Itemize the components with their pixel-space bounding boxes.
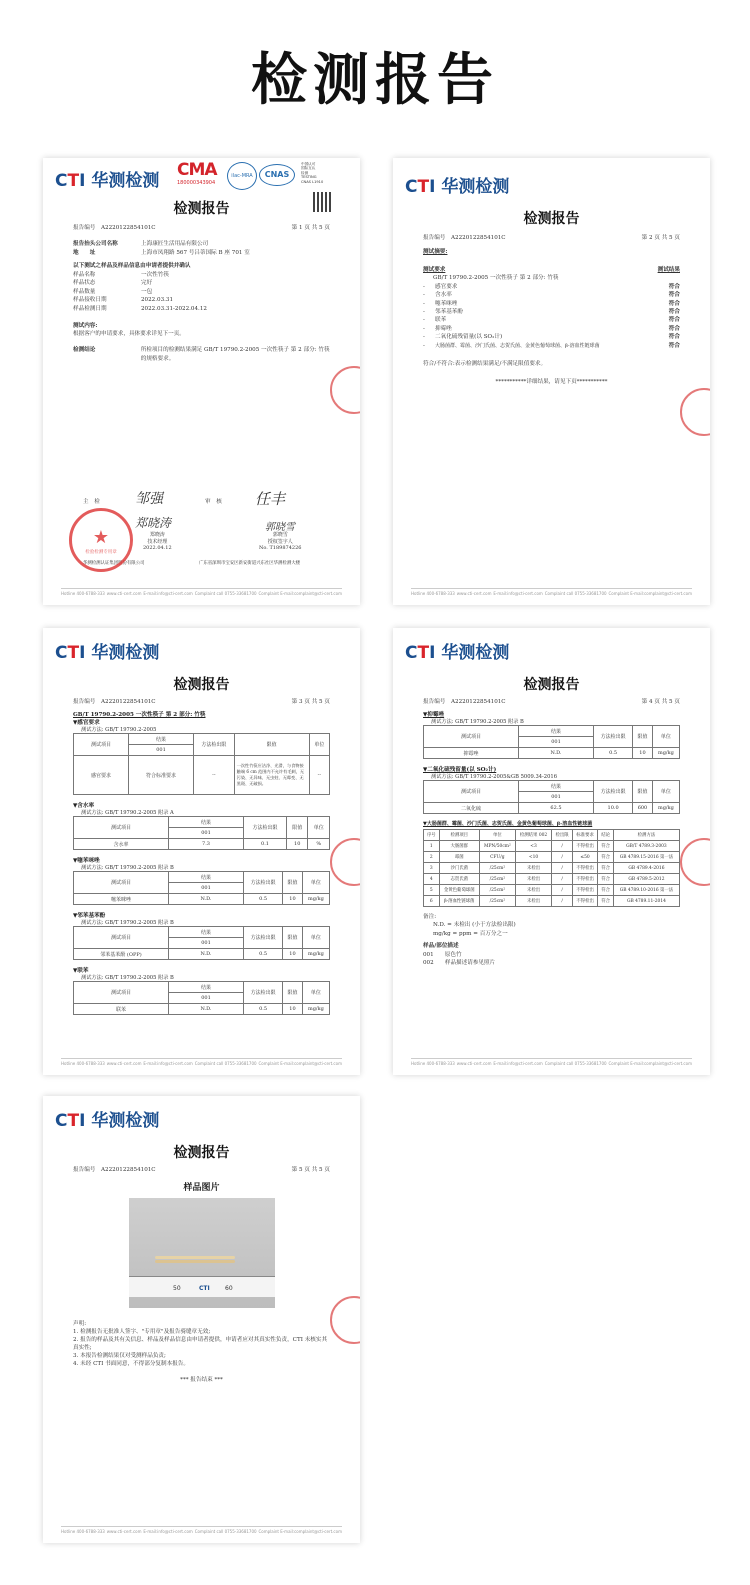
- microbiology-table: 序号 检测项目 单位 检测结果 002 检出限 标准要求 结论 检测方法 1 大肠菌群 MPN/50cm² <3 / 不得检出 符合 GB/T 4789.3-2003 2 霉菌 CFU/g <10 / ≤50 符合 GB 4789.15-2016 第一法 3 沙门氏菌 /25cm² 未检出 / 不得检出 符合 GB 4789.4-2016 4 志贺氏菌 /25cm² 未检出 / 不得检出 符合 GB 4789.5-2012 5 金黄色葡萄球菌 /25cm² 未检出 / 不得检出 符合 GB 4789.10-2016 第一法 6 β-溶血性链球菌 /25cm² 未检出 / 不得检出 符合 GB 4789.11-2014: [423, 829, 680, 907]
- page-number: 第 4 页 共 5 页: [641, 699, 680, 705]
- inspection-seal: ★ 检验检测专用章: [69, 508, 133, 572]
- report-title: 检测报告: [523, 211, 580, 227]
- page-footer: Hotline 400-6788-333 www.cti-cert.com E-mail:info@cti-cert.com Complaint call 0755-33681700 Complaint E-mail:complaint@cti-cert.com: [411, 588, 692, 596]
- seal-edge-right: [680, 388, 710, 436]
- seal-edge-right: [330, 1296, 360, 1344]
- result-table-opp: 测试项目 结果 方法检出限 限值 单位 001 邻苯基苯酚 (OPP) N.D. 0.5 10 mg/kg: [73, 926, 330, 960]
- ilac-mark: ilac-MRA: [227, 162, 257, 190]
- page-footer: Hotline 400-6788-333 www.cti-cert.com E-mail:info@cti-cert.com Complaint call 0755-33681700 Complaint E-mail:complaint@cti-cert.com: [61, 1526, 342, 1534]
- chopsticks-image: [155, 1260, 235, 1263]
- report-page-5: CTI 华测检测 检测报告 报告编号 A2220122854101C 第 5 页 共 5 页 样品图片 50 CTI 60 声明: 1. 检测报告无批准人签字、"专用章"及报告骑缝章无效; 2. 报告的样品及其有关信息、样品及样品信息由申请者提供，申请者应对其真实性负责，CTI 未核实其真实性; 3. 本报告检测结果仅对受测样品负责; 4. 未经 CTI 书面同意，不得部分复制本报告。 *** 报告结束 *** Hotline 400-6788-333 www.cti-cert.com E-mail:info@cti-cert.com Complaint call 0755-33681700 Complaint E-mail:complaint@cti-cert.com: [43, 1096, 360, 1543]
- page-number: 第 5 页 共 5 页: [291, 1167, 330, 1173]
- signature-compiler: 邹强: [135, 491, 163, 507]
- report-page-2: CTI 华测检测 检测报告 报告编号 A2220122854101C 第 2 页 共 5 页 测试摘要: 测试要求 测试结果 GB/T 19790.2-2005 一次性筷子 第 2 部分: 竹筷 - 感官要求 符合 - 含水率 符合 - 噻苯咪唑 符合 - 邻苯基苯酚 符合 - 联苯 符合 - 抑霉唑 符合 - 二氧化硫残留量(以 SO₂计) 符合 - 大肠菌群、霉菌、沙门氏菌、志贺氏菌、金黄色葡萄球菌、β-溶血性链球菌 符合 符合/不符合:表示检测结果满足/不满足限值要求。 ***********详细结果，请见下页*********** Hotline 400-6788-333 www.cti-cert.com E-mail:info@cti-cert.com Complaint call 0755-33681700 Complaint E-mail:complaint@cti-cert.com: [393, 158, 710, 605]
- report-page-4: CTI 华测检测 检测报告 报告编号 A2220122854101C 第 4 页 共 5 页 ▼抑霉唑 测试方法: GB/T 19790.2-2005 附录 B 测试项目 结果 方法检出限 限值 单位 001 抑霉唑 N.D. 0.5 10 mg/kg ▼二氧化硫残留量(以 SO₂计) 测试方法: GB/T 19790.2-2005&GB 5009.34-2016 测试项目 结果 方法检出限 限值 单位 001 二氧化硫 62.5 10.0 600 mg/kg ▼大肠菌群、霉菌、沙门氏菌、志贺氏菌、金黄色葡萄球菌、β-溶血性链球菌 序号 检测项目 单位 检测结果 002 检出限 标准要求 结论 检测方法 1 大肠菌群 MPN/50cm² <3 / 不得检出 符合 GB/T 4789.3-2003 2 霉菌 CFU/g <10 / ≤50 符合 GB 4789.15-2016 第一法 3 沙门氏菌 /25cm² 未检出 / 不得检出 符合 GB 4789.4-2016 4 志贺氏菌 /25cm² 未检出 / 不得检出 符合 GB 4789.5-2012 5 金黄色葡萄球菌 /25cm² 未检出 / 不得检出 符合 GB 4789.10-2016 第一法 6 β-溶血性链球菌 /25cm² 未检出 / 不得检出 符合 GB 4789.11-2014 备注: N.D. = 未检出 (小于方法检出限) mg/kg = ppm = 百万分之一 样品/部位描述 001 原色竹 002 样品描述请参见照片 Hotline 400-6788-333 www.cti-cert.com E-mail:info@cti-cert.com Complaint call 0755-33681700 Complaint E-mail:complaint@cti-cert.com: [393, 628, 710, 1075]
- signature-authorized: 郭晓雪: [265, 522, 295, 533]
- result-table-so2: 测试项目 结果 方法检出限 限值 单位 001 二氧化硫 62.5 10.0 600 mg/kg: [423, 780, 680, 814]
- report-title: 检测报告: [173, 201, 230, 217]
- seal-edge-right: [330, 366, 360, 414]
- page-footer: Hotline 400-6788-333 www.cti-cert.com E-mail:info@cti-cert.com Complaint call 0755-33681700 Complaint E-mail:complaint@cti-cert.com: [61, 1058, 342, 1066]
- report-title: 检测报告: [173, 677, 230, 693]
- signature-reviewer: 任丰: [255, 490, 286, 508]
- cti-logo: CTI 华测检测: [55, 1111, 160, 1131]
- sample-photo: [129, 1198, 275, 1308]
- testing-label: 中国认可 国际互认 检测 TESTING CNAS L1910: [301, 162, 324, 184]
- cti-logo: CTI 华测检测: [55, 171, 160, 191]
- signature-approver: 郑晓涛: [135, 516, 172, 530]
- cti-logo: CTI 华测检测: [55, 643, 160, 663]
- cti-logo: CTI 华测检测: [405, 177, 510, 197]
- ruler: 50 CTI 60: [129, 1276, 275, 1297]
- page-title: 检测报告: [251, 48, 499, 113]
- seal-edge-right: [330, 838, 360, 886]
- result-table-thiabendazole: 测试项目 结果 方法检出限 限值 单位 001 噻苯咪唑 N.D. 0.5 10 mg/kg: [73, 871, 330, 905]
- result-table-sensory: 测试项目 结果 方法检出限 限值 单位 001 感官要求 符合标准要求 -- 一次性竹筷应洁净、光滑，与食物接触端 6 cm 范围内不允许有毛刺，无污染、无异味、无虫蛀、无霉变、无黑斑、无破损。 --: [73, 733, 330, 795]
- report-title: 检测报告: [523, 677, 580, 693]
- page-footer: Hotline 400-6788-333 www.cti-cert.com E-mail:info@cti-cert.com Complaint call 0755-33681700 Complaint E-mail:complaint@cti-cert.com: [411, 1058, 692, 1066]
- cnas-mark: CNAS: [259, 164, 295, 186]
- page-number: 第 1 页 共 5 页: [291, 225, 330, 231]
- cti-logo: CTI 华测检测: [405, 643, 510, 663]
- seal-edge-right: [680, 838, 710, 886]
- cma-mark: CMA 180000343904: [177, 160, 217, 186]
- page-number: 第 2 页 共 5 页: [641, 235, 680, 241]
- photo-heading: 样品图片: [183, 1183, 220, 1193]
- result-table-biphenyl: 测试项目 结果 方法检出限 限值 单位 001 联苯 N.D. 0.5 10 mg/kg: [73, 981, 330, 1015]
- page-number: 第 3 页 共 5 页: [291, 699, 330, 705]
- page-footer: Hotline 400-6788-333 www.cti-cert.com E-mail:info@cti-cert.com Complaint call 0755-33681700 Complaint E-mail:complaint@cti-cert.com: [61, 588, 342, 596]
- result-table-moisture: 测试项目 结果 方法检出限 限值 单位 001 含水率 7.3 0.1 10 %: [73, 816, 330, 850]
- report-page-1: CTI 华测检测 CMA 180000343904 ilac-MRA CNAS 中国认可 国际互认 检测 TESTING CNAS L1910 检测报告 报告编号 A2220122854101C 第 1 页 共 5 页 报告抬头公司名称 上海康匠生活用品有限公司 地 址 上海市凤翔路 567 号吕蒂国际 B 座 701 室 以下测试之样品及样品信息由申请者提供并确认 样品名称 一次性竹筷 样品状态 完好 样品数量 一包 样品接收日期 2022.03.31 样品检测日期 2022.03.31-2022.04.12 测试内容: 根据客户的申请要求，具体要求详见下一页。 检测结论 所检项目的检测结果满足 GB/T 19790.2-2005 一次性筷子 第 2 部分: 竹筷的规格要求。 主 检 邹强 审 核 任丰 郑晓涛 郭晓雪 郑晓涛 技术经理 2022.04.12 郭晓雪 授权签字人 No. T189874226 华测检测认证集团股份有限公司 广东省深圳市宝安区新安街道兴东社区华测检测大楼 ★ 检验检测专用章 Hotline 400-6788-333 www.cti-cert.com E-mail:info@cti-cert.com Complaint call 0755-33681700 Complaint E-mail:complaint@cti-cert.com: [43, 158, 360, 605]
- result-table-imazalil: 测试项目 结果 方法检出限 限值 单位 001 抑霉唑 N.D. 0.5 10 mg/kg: [423, 725, 680, 759]
- chopsticks-image: [155, 1256, 235, 1259]
- report-title: 检测报告: [173, 1145, 230, 1161]
- report-page-3: CTI 华测检测 检测报告 报告编号 A2220122854101C 第 3 页 共 5 页 GB/T 19790.2-2005 一次性筷子 第 2 部分: 竹筷 ▼感官要求 测试方法: GB/T 19790.2-2005 测试项目 结果 方法检出限 限值 单位 001 感官要求 符合标准要求 -- 一次性竹筷应洁净、光滑，与食物接触端 6 cm 范围内不允许有毛刺，无污染、无异味、无虫蛀、无霉变、无黑斑、无破损。 -- ▼含水率 测试方法: GB/T 19790.2-2005 附录 A 测试项目 结果 方法检出限 限值 单位 001 含水率 7.3 0.1 10 % ▼噻苯咪唑 测试方法: GB/T 19790.2-2005 附录 B 测试项目 结果 方法检出限 限值 单位 001 噻苯咪唑 N.D. 0.5 10 mg/kg ▼邻苯基苯酚 测试方法: GB/T 19790.2-2005 附录 B 测试项目 结果 方法检出限 限值 单位 001 邻苯基苯酚 (OPP) N.D. 0.5 10 mg/kg ▼联苯 测试方法: GB/T 19790.2-2005 附录 B 测试项目 结果 方法检出限 限值 单位 001 联苯 N.D. 0.5 10 mg/kg Hotline 400-6788-333 www.cti-cert.com E-mail:info@cti-cert.com Complaint call 0755-33681700 Complaint E-mail:complaint@cti-cert.com: [43, 628, 360, 1075]
